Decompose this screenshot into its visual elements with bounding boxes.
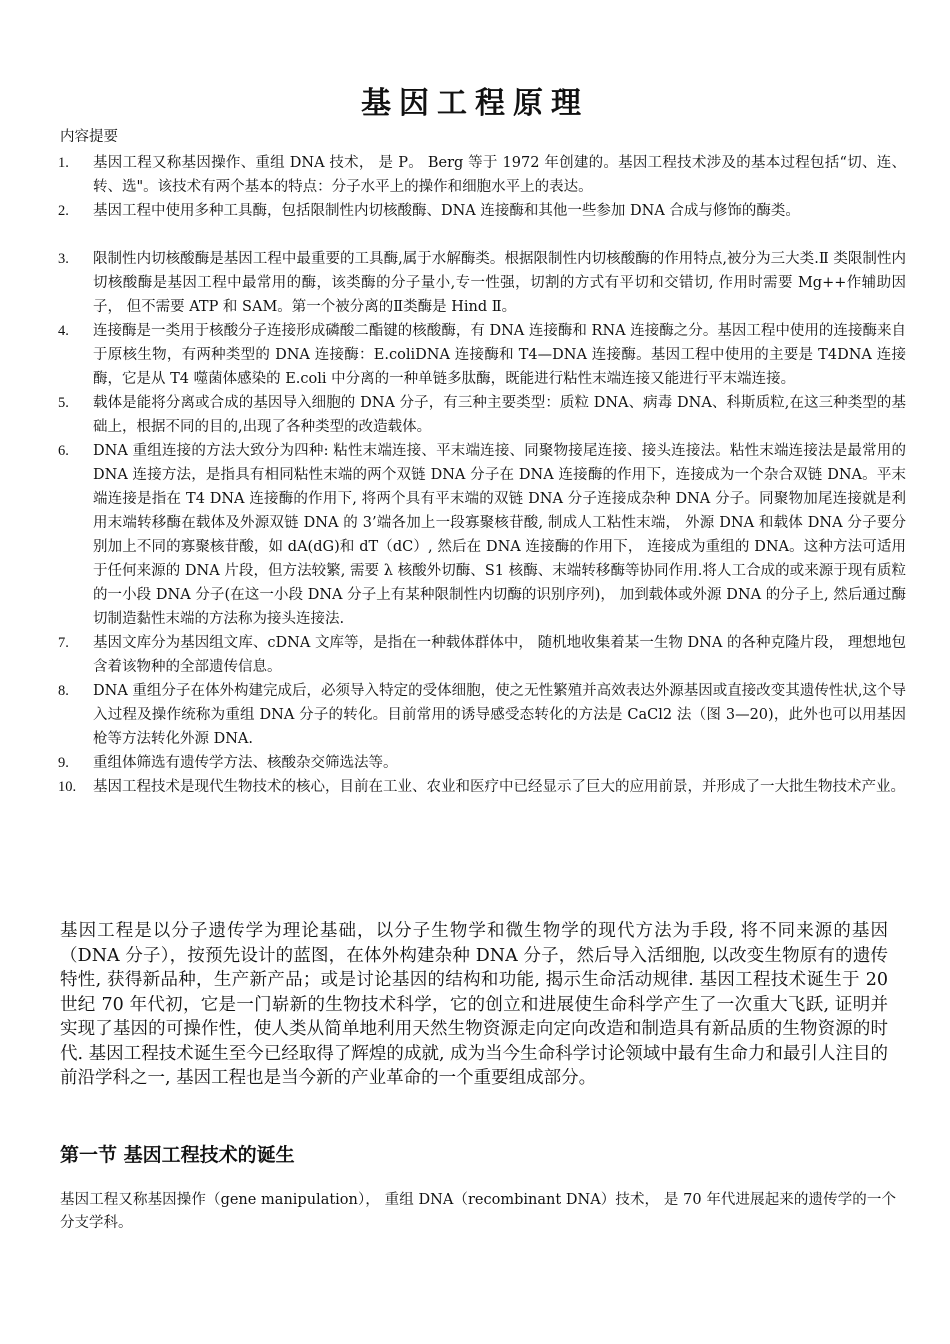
summary-list [58,151,906,799]
list-item-text: 限制性内切核酸酶是基因工程中最重要的工具酶,属于水解酶类。根据限制性内切核酸酶的作用特点,被分为三大类.Ⅱ 类限制性内切核酸酶是基因工程中最常用的酶，该类酶的分子量小,专一性强，切割的方式有平切和交错切, 作用时需要 Mg++作辅助因子， 但不需要 ATP 和 SAM。第一个被分离的Ⅱ类酶是 Hind Ⅱ。 [93,251,906,315]
list-item-text: 连接酶是一类用于核酸分子连接形成磷酸二酯键的核酸酶，有 DNA 连接酶和 RNA 连接酶之分。基因工程中使用的连接酶来自于原核生物，有两种类型的 DNA 连接酶：E.coliDNA 连接酶和 T4—DNA 连接酶。基因工程中使用的主要是 T4DNA 连接酶，它是从 T4 噬菌体感染的 E.coli 中分离的一种单链多肽酶，既能进行粘性末端连接又能进行平末端连接。 [93,323,906,387]
list-item-number: 10. [58,779,77,795]
list-item [58,319,906,391]
list-item-text: DNA 重组分子在体外构建完成后，必须导入特定的受体细胞，使之无性繁殖并高效表达外源基因或直接改变其遗传性状,这个导入过程及操作统称为重组 DNA 分子的转化。目前常用的诱导感受态转化的方法是 CaCl2 法（图 3—20)，此外也可以用基因枪等方法转化外源 DNA. [93,683,906,747]
list-item-text: 基因工程又称基因操作、重组 DNA 技术， 是 P。 Berg 等于 1972 年创建的。基因工程技术涉及的基本过程包括“切、连、转、选"。该技术有两个基本的特点：分子水平上的操作和细胞水平上的表达。 [93,155,906,195]
list-item-text: 重组体筛选有遗传学方法、核酸杂交筛选法等。 [93,755,398,771]
list-item-number: 9. [58,755,69,771]
intro-paragraph: 基因工程是以分子遗传学为理论基础，以分子生物学和微生物学的现代方法为手段, 将不同来源的基因（DNA 分子），按预先设计的蓝图，在体外构建杂种 DNA 分子，然后导入活细胞, 以改变生物原有的遗传特性, 获得新品种，生产新产品；或是讨论基因的结构和功能, 揭示生命活动规律. 基因工程技术诞生于 20 世纪 70 年代初，它是一门崭新的生物技术科学，它的创立和进展使生命科学产生了一次重大飞跃, 证明并实现了基因的可操作性，使人类从简单地利用天然生物资源走向定向改造和制造具有新品质的生物资源的时代. 基因工程技术诞生至今已经取得了辉煌的成就, 成为当今生命科学讨论领域中最有生命力和最引人注目的前沿学科之一, 基因工程也是当今新的产业革命的一个重要组成部分。 [60,921,888,1088]
section-heading: 第一节 基因工程技术的诞生 [60,1144,295,1166]
list-item [58,439,906,631]
list-item [58,247,906,319]
list-item-text: DNA 重组连接的方法大致分为四种: 粘性末端连接、平末端连接、同聚物接尾连接、接头连接法。粘性末端连接法是最常用的 DNA 连接方法，是指具有相同粘性末端的两个双链 DNA 分子在 DNA 连接酶的作用下，连接成为一个杂合双链 DNA。平末端连接是指在 T4 DNA 连接酶的作用下, 将两个具有平末端的双链 DNA 分子连接成杂种 DNA 分子。同聚物加尾连接就是利用末端转移酶在载体及外源双链 DNA 的 3’端各加上一段寡聚核苷酸, 制成人工粘性末端， 外源 DNA 和载体 DNA 分子要分别加上不同的寡聚核苷酸，如 dA(dG)和 dT（dC）, 然后在 DNA 连接酶的作用下， 连接成为重组的 DNA。这种方法可适用于任何来源的 DNA 片段，但方法较繁, 需要 λ 核酸外切酶、S1 核酶、末端转移酶等协同作用.将人工合成的或来源于现有质粒的一小段 DNA 分子(在这一小段 DNA 分子上有某种限制性内切酶的识别序列)， 加到载体或外源 DNA 的分子上, 然后通过酶切制造黏性末端的方法称为接头连接法. [93,443,906,627]
list-item-text: 基因工程技术是现代生物技术的核心，目前在工业、农业和医疗中已经显示了巨大的应用前景，并形成了一大批生物技术产业。 [93,779,905,795]
list-item-text: 载体是能将分离或合成的基因导入细胞的 DNA 分子，有三种主要类型：质粒 DNA、病毒 DNA、科斯质粒,在这三种类型的基础上，根据不同的目的,出现了各种类型的改造载体。 [93,395,906,435]
list-item-text: 基因工程中使用多种工具酶，包括限制性内切核酸酶、DNA 连接酶和其他一些参加 DNA 合成与修饰的酶类。 [93,203,800,219]
list-item-number: 3. [58,251,69,267]
list-item-number: 8. [58,683,69,699]
document-title: 基因工程原理 [361,86,589,121]
section-paragraph: 基因工程又称基因操作（gene manipulation）， 重组 DNA（recombinant DNA）技术， 是 70 年代进展起来的遗传学的一个分支学科。 [60,1192,896,1231]
list-item [58,679,906,751]
list-item-number: 5. [58,395,69,411]
list-item [58,391,906,439]
list-item-number: 2. [58,203,69,219]
list-item-number: 7. [58,635,69,651]
list-item-text: 基因文库分为基因组文库、cDNA 文库等，是指在一种载体群体中， 随机地收集着某一生物 DNA 的各种克隆片段， 理想地包含着该物种的全部遗传信息。 [93,635,906,675]
list-item [58,751,906,775]
summary-label: 内容提要 [60,129,118,145]
list-item [58,199,906,223]
list-item-number: 4. [58,323,69,339]
list-item [58,775,906,799]
list-item-number: 6. [58,443,69,459]
list-item-number: 1. [58,155,69,171]
list-item [58,631,906,679]
list-item [58,151,906,199]
